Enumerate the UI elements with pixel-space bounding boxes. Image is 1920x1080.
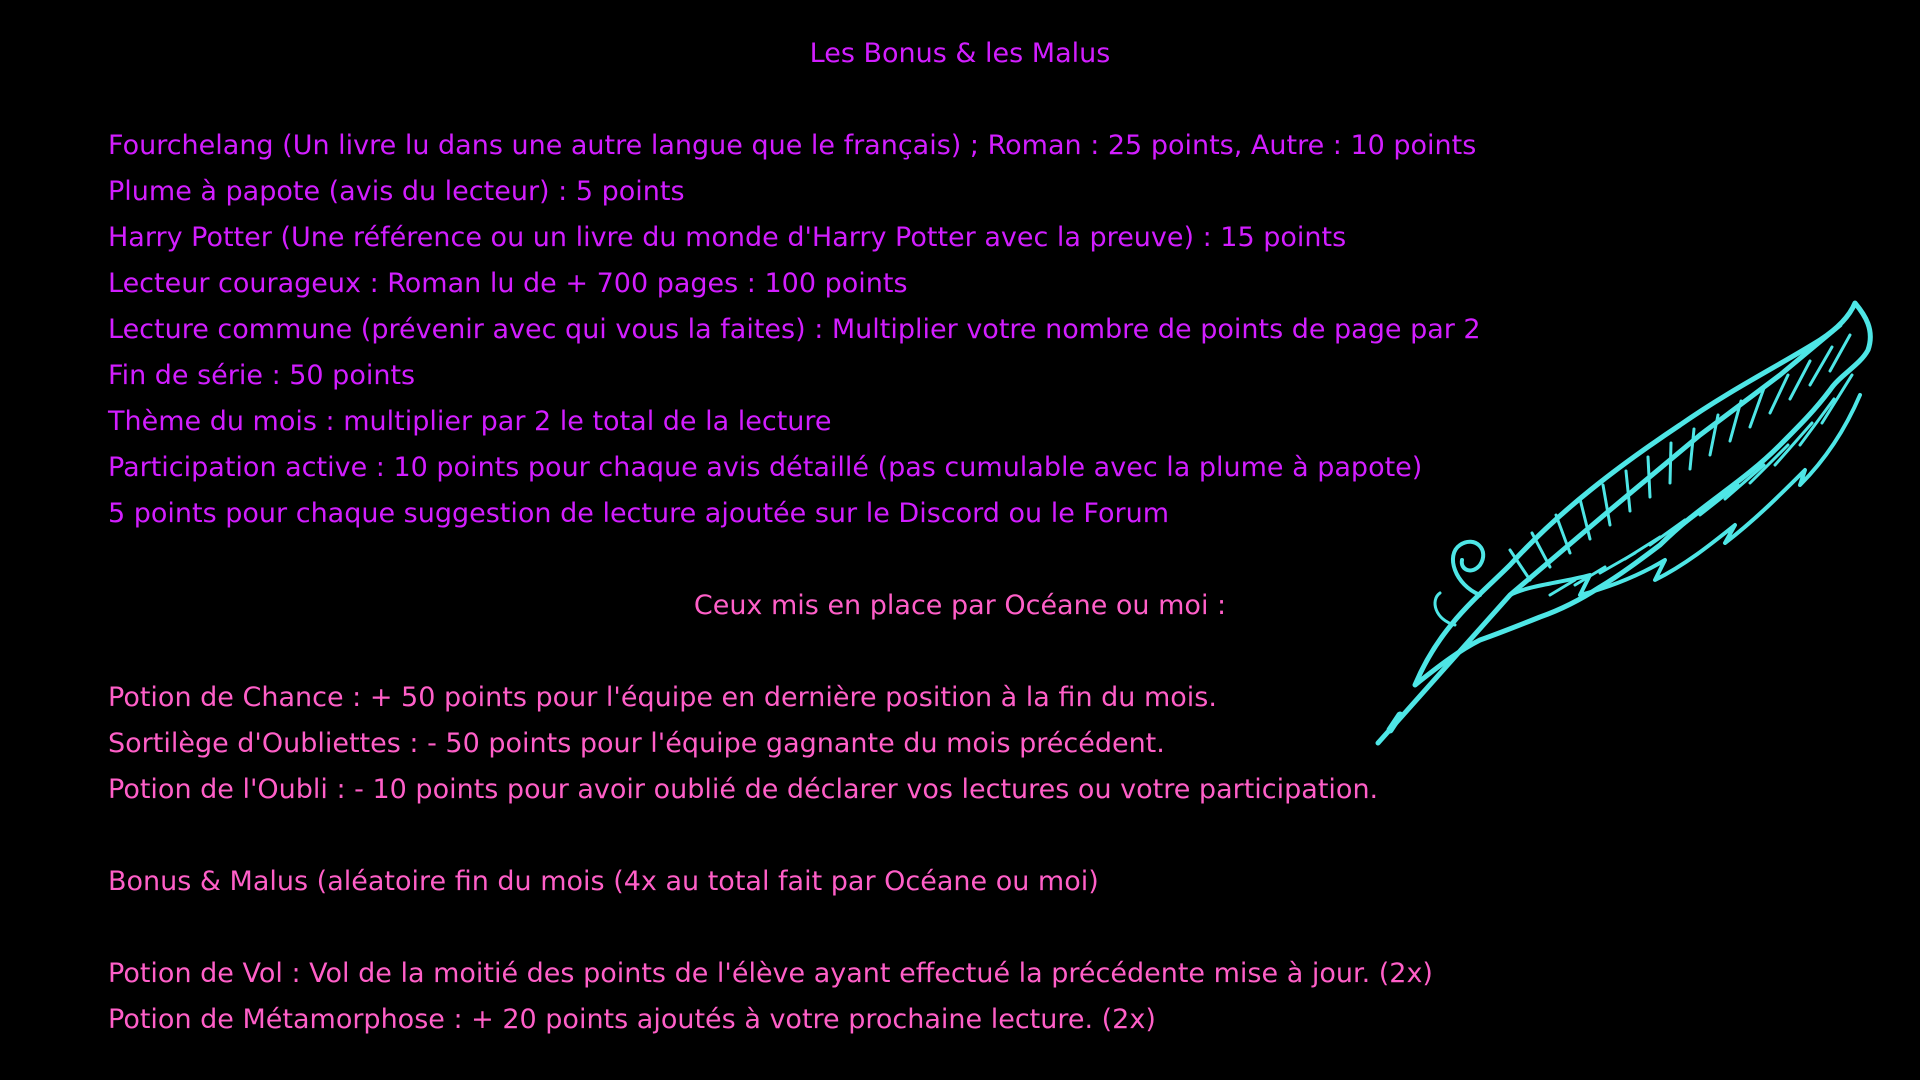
random-line-2: Potion de Métamorphose : + 20 points ajoutés à votre prochaine lecture. (2x) (108, 1004, 1156, 1035)
bonus-line-4: Lecteur courageux : Roman lu de + 700 pages : 100 points (108, 268, 908, 299)
bonus-line-6: Fin de série : 50 points (108, 360, 416, 391)
bonus-line-2: Plume à papote (avis du lecteur) : 5 points (108, 176, 685, 207)
feather-icon (1360, 295, 1880, 755)
random-heading: Bonus & Malus (aléatoire fin du mois (4x au total fait par Océane ou moi) (108, 866, 1099, 897)
section-heading: Ceux mis en place par Océane ou moi : (693, 590, 1227, 621)
page-title: Les Bonus & les Malus (809, 38, 1111, 69)
bonus-line-1: Fourchelang (Un livre lu dans une autre langue que le français) ; Roman : 25 points, Autre : 10 points (108, 130, 1477, 161)
random-line-1: Potion de Vol : Vol de la moitié des points de l'élève ayant effectué la précédente mise à jour. (2x) (108, 958, 1433, 989)
bonus-line-3: Harry Potter (Une référence ou un livre du monde d'Harry Potter avec la preuve) : 15 points (108, 222, 1347, 253)
potion-line-3: Potion de l'Oubli : - 10 points pour avoir oublié de déclarer vos lectures ou votre participation. (108, 774, 1379, 805)
bonus-line-7: Thème du mois : multiplier par 2 le total de la lecture (108, 406, 832, 437)
potion-line-1: Potion de Chance : + 50 points pour l'équipe en dernière position à la fin du mois. (108, 682, 1217, 713)
bonus-line-8: Participation active : 10 points pour chaque avis détaillé (pas cumulable avec la plume à papote) (108, 452, 1423, 483)
bonus-line-9: 5 points pour chaque suggestion de lecture ajoutée sur le Discord ou le Forum (108, 498, 1170, 529)
bonus-line-5: Lecture commune (prévenir avec qui vous la faites) : Multiplier votre nombre de points de page par 2 (108, 314, 1481, 345)
potion-line-2: Sortilège d'Oubliettes : - 50 points pour l'équipe gagnante du mois précédent. (108, 728, 1165, 759)
